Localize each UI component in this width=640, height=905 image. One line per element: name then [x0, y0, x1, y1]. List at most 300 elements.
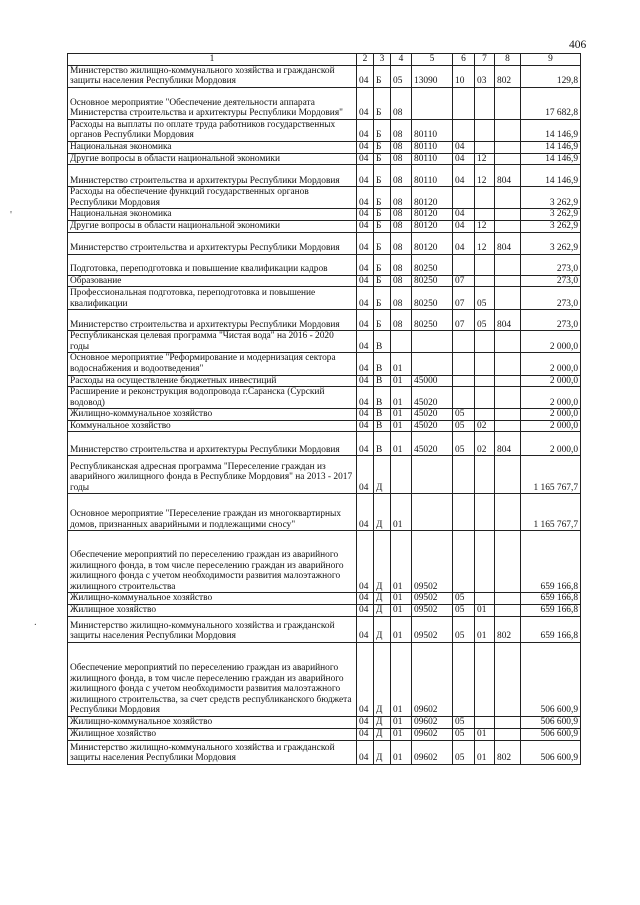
row-code-cell-c6: [453, 375, 475, 387]
header-col-4: 4: [391, 54, 412, 66]
table-row: [68, 729, 581, 741]
row-code-cell-c6: [453, 494, 475, 531]
row-code-cell-c3: В: [374, 375, 391, 387]
row-code-cell-c6: 04: [453, 209, 475, 221]
row-code-cell-c7: 01: [475, 617, 495, 643]
row-code-cell-c6: 10: [453, 65, 475, 87]
row-code-cell-c8: [495, 717, 521, 729]
row-code-cell-c6: 05: [453, 729, 475, 741]
row-code-cell-c4: 08: [391, 220, 412, 232]
row-code-cell-c8: [495, 387, 521, 409]
row-code-cell-c2: 04: [357, 331, 374, 353]
row-amount-cell: 273,0: [521, 287, 581, 310]
row-amount-cell: 506 600,9: [521, 729, 581, 741]
row-code-cell-c6: 04: [453, 141, 475, 153]
row-code-cell-c7: 02: [475, 420, 495, 432]
row-code-cell-c5: [412, 331, 453, 353]
row-code-cell-c3: Б: [374, 287, 391, 310]
row-amount-cell: 273,0: [521, 275, 581, 287]
row-code-cell-c3: В: [374, 432, 391, 456]
row-code-cell-c3: В: [374, 409, 391, 421]
row-code-cell-c4: 01: [391, 494, 412, 531]
row-name-cell: Национальная экономика: [68, 209, 357, 221]
row-code-cell-c6: 04: [453, 165, 475, 187]
row-code-cell-c2: 04: [357, 717, 374, 729]
row-code-cell-c6: [453, 387, 475, 409]
row-code-cell-c2: 04: [357, 254, 374, 275]
row-code-cell-c5: 09502: [412, 605, 453, 617]
row-code-cell-c5: [412, 494, 453, 531]
table-row: [68, 65, 581, 87]
page-number: 406: [569, 39, 587, 51]
row-code-cell-c3: Б: [374, 141, 391, 153]
row-code-cell-c3: Д: [374, 617, 391, 643]
row-code-cell-c4: 01: [391, 531, 412, 593]
row-name-cell: Республиканская целевая программа "Чистая вода" на 2016 - 2020 годы: [68, 331, 357, 353]
row-name-cell: Другие вопросы в области национальной экономики: [68, 220, 357, 232]
row-code-cell-c5: 09602: [412, 717, 453, 729]
row-code-cell-c6: 05: [453, 741, 475, 765]
row-code-cell-c4: 08: [391, 287, 412, 310]
row-amount-cell: 3 262,9: [521, 187, 581, 209]
table-body: [68, 65, 581, 764]
header-col-5: 5: [412, 54, 453, 66]
table-row: [68, 456, 581, 494]
row-amount-cell: 1 165 767,7: [521, 494, 581, 531]
row-code-cell-c6: 05: [453, 420, 475, 432]
row-code-cell-c8: [495, 643, 521, 717]
row-code-cell-c4: 08: [391, 87, 412, 119]
row-code-cell-c5: 09502: [412, 593, 453, 605]
row-code-cell-c3: Б: [374, 275, 391, 287]
table-row: [68, 531, 581, 593]
row-code-cell-c4: 05: [391, 65, 412, 87]
table-row: [68, 387, 581, 409]
header-col-6: 6: [453, 54, 475, 66]
row-code-cell-c7: [475, 409, 495, 421]
row-amount-cell: 3 262,9: [521, 209, 581, 221]
row-name-cell: Министерство строительства и архитектуры Республики Мордовия: [68, 310, 357, 331]
row-code-cell-c4: [391, 331, 412, 353]
table-row: [68, 494, 581, 531]
row-name-cell: Подготовка, переподготовка и повышение квалификации кадров: [68, 254, 357, 275]
row-code-cell-c7: [475, 717, 495, 729]
row-code-cell-c2: 04: [357, 153, 374, 165]
row-name-cell: Коммунальное хозяйство: [68, 420, 357, 432]
row-code-cell-c5: 80250: [412, 275, 453, 287]
row-name-cell: Образование: [68, 275, 357, 287]
row-code-cell-c8: [495, 153, 521, 165]
row-code-cell-c7: 01: [475, 605, 495, 617]
row-code-cell-c3: Д: [374, 729, 391, 741]
row-name-cell: Жилищно-коммунальное хозяйство: [68, 593, 357, 605]
row-code-cell-c6: 07: [453, 275, 475, 287]
row-code-cell-c3: В: [374, 420, 391, 432]
row-amount-cell: 273,0: [521, 310, 581, 331]
row-code-cell-c2: 04: [357, 187, 374, 209]
row-amount-cell: 659 166,8: [521, 617, 581, 643]
row-name-cell: Республиканская адресная программа "Переселение граждан из аварийного жилищного фонда в Республике Мордовия" на 2013 - 2017 годы: [68, 456, 357, 494]
row-code-cell-c2: 04: [357, 409, 374, 421]
row-amount-cell: 3 262,9: [521, 232, 581, 254]
row-code-cell-c4: 08: [391, 209, 412, 221]
row-code-cell-c5: 45020: [412, 387, 453, 409]
row-code-cell-c7: [475, 387, 495, 409]
row-code-cell-c5: [412, 456, 453, 494]
row-code-cell-c3: Д: [374, 741, 391, 765]
row-code-cell-c8: [495, 456, 521, 494]
row-code-cell-c2: 04: [357, 605, 374, 617]
row-amount-cell: 659 166,8: [521, 593, 581, 605]
row-amount-cell: 14 146,9: [521, 165, 581, 187]
row-code-cell-c2: 04: [357, 729, 374, 741]
table-row: [68, 232, 581, 254]
header-col-9: 9: [521, 54, 581, 66]
table-row: [68, 643, 581, 717]
row-code-cell-c8: [495, 220, 521, 232]
row-code-cell-c5: 80250: [412, 254, 453, 275]
row-code-cell-c5: 80110: [412, 119, 453, 141]
row-code-cell-c2: 04: [357, 310, 374, 331]
row-code-cell-c7: [475, 254, 495, 275]
header-col-8: 8: [495, 54, 521, 66]
budget-table: [67, 53, 581, 765]
row-code-cell-c4: 01: [391, 717, 412, 729]
row-name-cell: Министерство жилищно-коммунального хозяйства и гражданской защиты населения Республики Мордовия: [68, 741, 357, 765]
row-code-cell-c7: 03: [475, 65, 495, 87]
table-row: [68, 119, 581, 141]
row-code-cell-c2: 04: [357, 375, 374, 387]
row-code-cell-c8: [495, 605, 521, 617]
table-row: [68, 310, 581, 331]
row-code-cell-c8: [495, 375, 521, 387]
row-code-cell-c4: 08: [391, 153, 412, 165]
row-code-cell-c2: 04: [357, 420, 374, 432]
row-code-cell-c3: В: [374, 353, 391, 375]
row-amount-cell: 14 146,9: [521, 119, 581, 141]
row-code-cell-c4: 01: [391, 643, 412, 717]
row-code-cell-c4: 08: [391, 275, 412, 287]
row-code-cell-c4: 01: [391, 353, 412, 375]
table-row: [68, 275, 581, 287]
row-code-cell-c4: 08: [391, 119, 412, 141]
row-code-cell-c6: 04: [453, 153, 475, 165]
row-code-cell-c5: 09502: [412, 531, 453, 593]
row-code-cell-c2: 04: [357, 531, 374, 593]
row-code-cell-c7: [475, 187, 495, 209]
row-code-cell-c2: 04: [357, 593, 374, 605]
row-amount-cell: 2 000,0: [521, 409, 581, 421]
table-row: [68, 87, 581, 119]
row-code-cell-c4: [391, 456, 412, 494]
table-row: [68, 141, 581, 153]
row-name-cell: Профессиональная подготовка, переподготовка и повышение квалификации: [68, 287, 357, 310]
row-code-cell-c8: [495, 494, 521, 531]
row-code-cell-c2: 04: [357, 456, 374, 494]
row-code-cell-c5: 80120: [412, 187, 453, 209]
row-code-cell-c5: 09602: [412, 741, 453, 765]
row-name-cell: Основное мероприятие "Обеспечение деятельности аппарата Министерства строительства и архитектуры Республики Мордовия": [68, 87, 357, 119]
row-code-cell-c4: 01: [391, 375, 412, 387]
row-code-cell-c6: 05: [453, 593, 475, 605]
header-col-1: 1: [68, 54, 357, 66]
row-name-cell: Жилищно-коммунальное хозяйство: [68, 409, 357, 421]
row-code-cell-c2: 04: [357, 643, 374, 717]
row-code-cell-c7: [475, 353, 495, 375]
row-name-cell: Другие вопросы в области национальной экономики: [68, 153, 357, 165]
row-amount-cell: 506 600,9: [521, 643, 581, 717]
row-name-cell: Жилищно-коммунальное хозяйство: [68, 717, 357, 729]
row-code-cell-c3: Д: [374, 456, 391, 494]
margin-mark: ': [10, 209, 12, 221]
row-name-cell: Министерство строительства и архитектуры Республики Мордовия: [68, 165, 357, 187]
row-code-cell-c6: [453, 643, 475, 717]
row-name-cell: Обеспечение мероприятий по переселению граждан из аварийного жилищного фонда, в том числе переселению граждан из аварийного жилищного фонда с учетом необходимости развития малоэтажного жилищного строительства, за счет средств республиканского бюджета Республики Мордовия: [68, 643, 357, 717]
row-name-cell: Жилищное хозяйство: [68, 605, 357, 617]
table-row: [68, 741, 581, 765]
row-code-cell-c5: 80120: [412, 232, 453, 254]
table-row: [68, 209, 581, 221]
row-code-cell-c4: 01: [391, 593, 412, 605]
row-code-cell-c2: 04: [357, 287, 374, 310]
row-code-cell-c2: 04: [357, 119, 374, 141]
table-header-row: [68, 54, 581, 66]
row-code-cell-c4: 08: [391, 310, 412, 331]
header-col-3: 3: [374, 54, 391, 66]
row-code-cell-c8: [495, 141, 521, 153]
row-code-cell-c8: 802: [495, 65, 521, 87]
row-name-cell: Министерство строительства и архитектуры Республики Мордовия: [68, 232, 357, 254]
row-code-cell-c2: 04: [357, 65, 374, 87]
row-code-cell-c2: 04: [357, 275, 374, 287]
row-amount-cell: 506 600,9: [521, 741, 581, 765]
row-code-cell-c5: 13090: [412, 65, 453, 87]
row-code-cell-c8: [495, 729, 521, 741]
row-code-cell-c8: [495, 287, 521, 310]
row-name-cell: Расходы на обеспечение функций государственных органов Республики Мордовия: [68, 187, 357, 209]
row-code-cell-c7: [475, 593, 495, 605]
row-code-cell-c4: 01: [391, 729, 412, 741]
row-code-cell-c3: Д: [374, 593, 391, 605]
row-amount-cell: 129,8: [521, 65, 581, 87]
row-code-cell-c4: 01: [391, 605, 412, 617]
row-code-cell-c8: [495, 187, 521, 209]
row-amount-cell: 506 600,9: [521, 717, 581, 729]
row-code-cell-c2: 04: [357, 494, 374, 531]
row-name-cell: Министерство жилищно-коммунального хозяйства и гражданской защиты населения Республики Мордовия: [68, 65, 357, 87]
row-amount-cell: 2 000,0: [521, 353, 581, 375]
table-row: [68, 375, 581, 387]
row-code-cell-c8: [495, 87, 521, 119]
row-name-cell: Расширение и реконструкция водопровода г.Саранска (Сурский водовод): [68, 387, 357, 409]
row-code-cell-c2: 04: [357, 209, 374, 221]
table-row: [68, 420, 581, 432]
row-code-cell-c5: 45020: [412, 432, 453, 456]
row-code-cell-c7: [475, 119, 495, 141]
row-amount-cell: 17 682,8: [521, 87, 581, 119]
header-col-2: 2: [357, 54, 374, 66]
row-code-cell-c8: 804: [495, 310, 521, 331]
row-code-cell-c7: 02: [475, 432, 495, 456]
row-amount-cell: 2 000,0: [521, 432, 581, 456]
row-code-cell-c6: 05: [453, 605, 475, 617]
row-name-cell: Жилищное хозяйство: [68, 729, 357, 741]
row-code-cell-c5: 80120: [412, 220, 453, 232]
table-row: [68, 432, 581, 456]
row-amount-cell: 2 000,0: [521, 375, 581, 387]
row-code-cell-c3: Б: [374, 65, 391, 87]
row-code-cell-c6: [453, 353, 475, 375]
row-code-cell-c4: 01: [391, 409, 412, 421]
row-code-cell-c8: [495, 420, 521, 432]
row-amount-cell: 273,0: [521, 254, 581, 275]
row-code-cell-c3: Б: [374, 153, 391, 165]
row-code-cell-c2: 04: [357, 232, 374, 254]
row-code-cell-c4: 01: [391, 741, 412, 765]
row-code-cell-c3: Б: [374, 209, 391, 221]
row-code-cell-c8: 804: [495, 432, 521, 456]
table-row: [68, 617, 581, 643]
row-code-cell-c5: 80120: [412, 209, 453, 221]
row-code-cell-c7: [475, 87, 495, 119]
row-code-cell-c2: 04: [357, 220, 374, 232]
row-code-cell-c7: [475, 331, 495, 353]
row-code-cell-c5: 80110: [412, 153, 453, 165]
table-row: [68, 605, 581, 617]
row-amount-cell: 3 262,9: [521, 220, 581, 232]
row-code-cell-c8: [495, 275, 521, 287]
row-code-cell-c7: 12: [475, 153, 495, 165]
row-code-cell-c4: 08: [391, 165, 412, 187]
row-code-cell-c6: 05: [453, 432, 475, 456]
row-code-cell-c3: В: [374, 331, 391, 353]
row-code-cell-c4: 08: [391, 187, 412, 209]
row-code-cell-c2: 04: [357, 741, 374, 765]
row-code-cell-c8: [495, 209, 521, 221]
row-code-cell-c5: 09602: [412, 729, 453, 741]
row-code-cell-c8: [495, 593, 521, 605]
row-code-cell-c4: 01: [391, 617, 412, 643]
row-code-cell-c5: [412, 87, 453, 119]
row-code-cell-c5: 45020: [412, 420, 453, 432]
row-amount-cell: 2 000,0: [521, 420, 581, 432]
row-code-cell-c5: 80250: [412, 310, 453, 331]
row-code-cell-c8: [495, 531, 521, 593]
row-code-cell-c4: 08: [391, 254, 412, 275]
row-code-cell-c3: Б: [374, 187, 391, 209]
row-code-cell-c3: Д: [374, 494, 391, 531]
row-amount-cell: 14 146,9: [521, 141, 581, 153]
row-code-cell-c3: Б: [374, 165, 391, 187]
row-code-cell-c5: 80250: [412, 287, 453, 310]
row-code-cell-c7: 05: [475, 287, 495, 310]
row-name-cell: Министерство жилищно-коммунального хозяйства и гражданской защиты населения Республики Мордовия: [68, 617, 357, 643]
header-col-7: 7: [475, 54, 495, 66]
row-code-cell-c5: 09502: [412, 617, 453, 643]
row-code-cell-c7: 12: [475, 232, 495, 254]
row-code-cell-c3: Б: [374, 220, 391, 232]
row-code-cell-c7: 01: [475, 729, 495, 741]
row-name-cell: Обеспечение мероприятий по переселению граждан из аварийного жилищного фонда, в том числе переселению граждан из аварийного жилищного фонда с учетом необходимости развития малоэтажного жилищного строительства: [68, 531, 357, 593]
row-code-cell-c6: [453, 331, 475, 353]
row-code-cell-c3: Б: [374, 119, 391, 141]
row-code-cell-c5: 45020: [412, 409, 453, 421]
row-code-cell-c7: [475, 141, 495, 153]
row-code-cell-c4: 01: [391, 432, 412, 456]
row-code-cell-c3: Б: [374, 254, 391, 275]
row-code-cell-c8: 802: [495, 617, 521, 643]
row-code-cell-c5: 80110: [412, 141, 453, 153]
row-code-cell-c8: 804: [495, 232, 521, 254]
row-code-cell-c2: 04: [357, 353, 374, 375]
row-code-cell-c8: [495, 254, 521, 275]
row-code-cell-c5: 45000: [412, 375, 453, 387]
row-name-cell: Основное мероприятие "Переселение граждан из многоквартирных домов, признанных аварийными и подлежащими сносу": [68, 494, 357, 531]
row-code-cell-c8: 802: [495, 741, 521, 765]
row-name-cell: Министерство строительства и архитектуры Республики Мордовия: [68, 432, 357, 456]
row-code-cell-c3: Д: [374, 605, 391, 617]
row-code-cell-c5: [412, 353, 453, 375]
margin-mark: .: [34, 616, 37, 628]
row-amount-cell: 659 166,8: [521, 605, 581, 617]
row-code-cell-c6: [453, 254, 475, 275]
row-code-cell-c6: [453, 456, 475, 494]
row-code-cell-c7: [475, 275, 495, 287]
table-row: [68, 409, 581, 421]
row-code-cell-c5: 09602: [412, 643, 453, 717]
row-code-cell-c6: 04: [453, 220, 475, 232]
row-code-cell-c6: [453, 87, 475, 119]
row-code-cell-c4: 01: [391, 420, 412, 432]
row-code-cell-c3: Д: [374, 643, 391, 717]
row-code-cell-c6: [453, 119, 475, 141]
table-row: [68, 331, 581, 353]
row-code-cell-c6: 04: [453, 232, 475, 254]
row-code-cell-c7: [475, 456, 495, 494]
table-row: [68, 220, 581, 232]
table-row: [68, 593, 581, 605]
row-amount-cell: 2 000,0: [521, 331, 581, 353]
table-row: [68, 287, 581, 310]
row-name-cell: Основное мероприятие "Реформирование и модернизация сектора водоснабжения и водоотведения": [68, 353, 357, 375]
row-code-cell-c6: 07: [453, 310, 475, 331]
row-code-cell-c7: 01: [475, 741, 495, 765]
row-code-cell-c3: Б: [374, 310, 391, 331]
row-code-cell-c3: Б: [374, 232, 391, 254]
row-code-cell-c7: 12: [475, 220, 495, 232]
row-code-cell-c2: 04: [357, 87, 374, 119]
row-name-cell: Национальная экономика: [68, 141, 357, 153]
row-code-cell-c7: [475, 375, 495, 387]
row-code-cell-c4: 08: [391, 232, 412, 254]
row-amount-cell: 2 000,0: [521, 387, 581, 409]
table-row: [68, 165, 581, 187]
row-name-cell: Расходы на осуществление бюджетных инвестиций: [68, 375, 357, 387]
row-code-cell-c6: [453, 531, 475, 593]
row-code-cell-c8: 804: [495, 165, 521, 187]
row-code-cell-c2: 04: [357, 432, 374, 456]
table-row: [68, 187, 581, 209]
row-code-cell-c7: 05: [475, 310, 495, 331]
row-code-cell-c8: [495, 353, 521, 375]
row-name-cell: Расходы на выплаты по оплате труда работников государственных органов Республики Мордовия: [68, 119, 357, 141]
table-row: [68, 254, 581, 275]
row-code-cell-c3: Д: [374, 531, 391, 593]
row-amount-cell: 1 165 767,7: [521, 456, 581, 494]
row-code-cell-c7: [475, 494, 495, 531]
row-code-cell-c8: [495, 331, 521, 353]
table-row: [68, 353, 581, 375]
